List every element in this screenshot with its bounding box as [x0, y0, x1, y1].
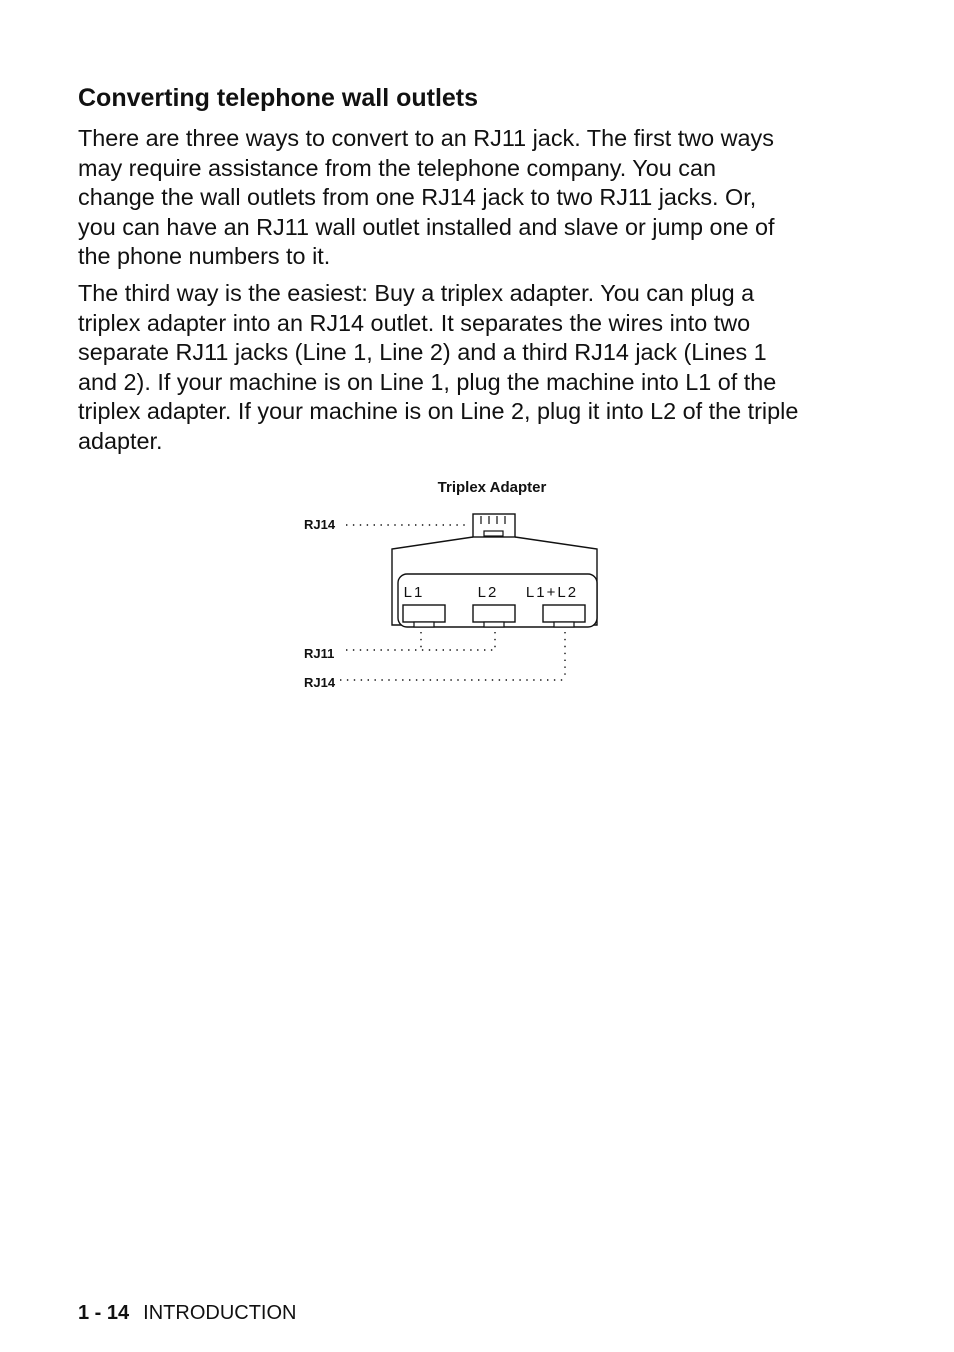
jack-label-l1-l2: L1+L2	[525, 584, 579, 601]
triplex-adapter-diagram	[290, 470, 620, 700]
paragraph-line: the phone numbers to it.	[78, 243, 331, 269]
label-rj11: RJ11	[304, 646, 335, 661]
plug-latch	[484, 531, 503, 536]
label-rj14-plug: RJ14	[304, 517, 336, 532]
paragraph-line: separate RJ11 jacks (Line 1, Line 2) and a third RJ14 jack (Lines 1	[78, 339, 767, 365]
label-rj14-outlet: RJ14	[304, 675, 336, 690]
page-number: 1 - 14	[78, 1302, 130, 1324]
paragraph-line: triplex adapter into an RJ14 outlet. It separates the wires into two	[78, 309, 751, 336]
paragraph-triplex	[78, 279, 878, 456]
page-footer	[78, 1300, 296, 1326]
paragraph-line: adapter.	[78, 427, 163, 454]
jack-label-l1: L1	[403, 584, 425, 601]
section-heading: Converting telephone wall outlets	[78, 84, 479, 112]
jack-label-l2: L2	[477, 584, 499, 601]
paragraph-intro	[78, 124, 878, 272]
paragraph-line: triplex adapter. If your machine is on Line 2, plug it into L2 of the triple	[78, 398, 799, 424]
paragraph-line: may require assistance from the telephone company. You can	[78, 154, 716, 181]
section-name: INTRODUCTION	[143, 1302, 297, 1324]
paragraph-line: The third way is the easiest: Buy a triplex adapter. You can plug a	[78, 280, 755, 306]
paragraph-line: and 2). If your machine is on Line 1, plug the machine into L1 of the	[78, 368, 777, 395]
paragraph-line: change the wall outlets from one RJ14 jack to two RJ11 jacks. Or,	[78, 184, 757, 210]
paragraph-line: There are three ways to convert to an RJ11 jack. The first two ways	[78, 125, 774, 151]
diagram-title: Triplex Adapter	[437, 479, 547, 496]
leader-lines	[340, 632, 565, 680]
paragraph-line: you can have an RJ11 wall outlet installed and slave or jump one of	[78, 213, 775, 240]
